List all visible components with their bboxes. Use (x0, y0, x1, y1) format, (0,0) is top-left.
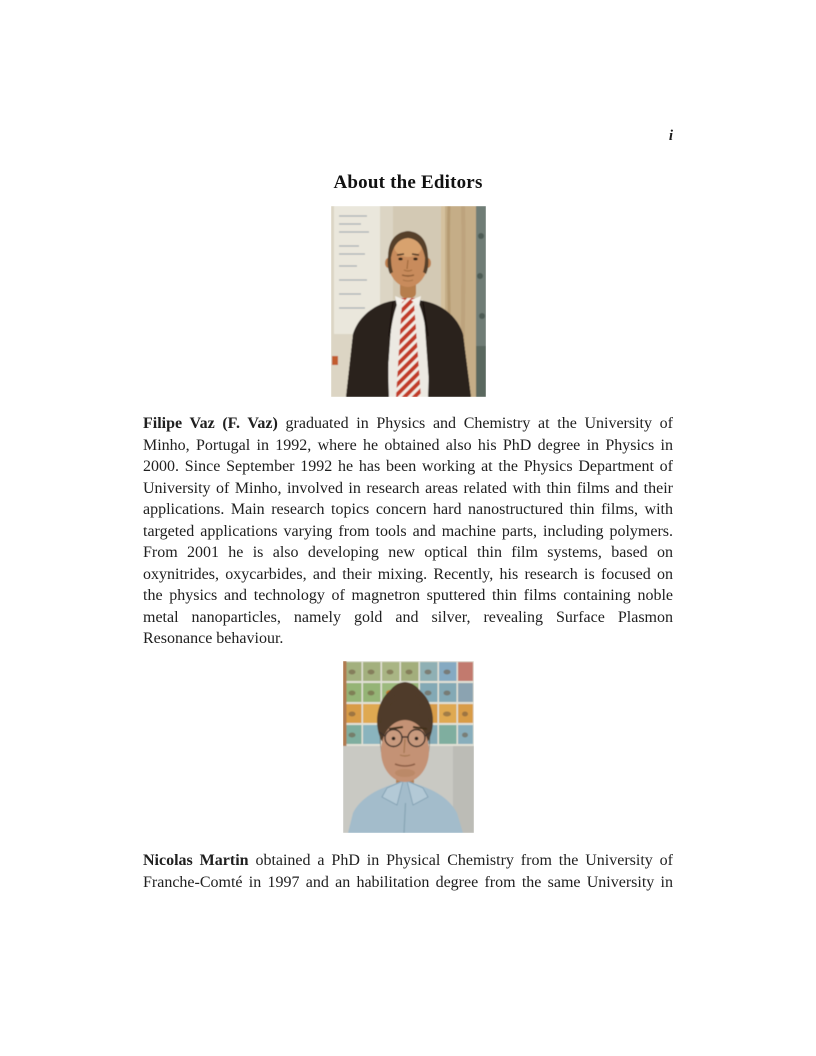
editor-name-filipe-vaz: Filipe Vaz (F. Vaz) (143, 415, 278, 432)
editor-bio-filipe-vaz (143, 413, 673, 650)
portrait-nicolas-martin-photo (343, 661, 474, 833)
portrait-filipe-vaz-photo (331, 206, 486, 397)
editor-bio-text: graduated in Physics and Chemistry at the University of Minho, Portugal in 1992, where he obtained also his PhD degree in Physics in 2000. Since September 1992 he has been working at the Physics Department of University of Minho, involved in research areas related with thin films and their applications. Main research topics concern hard nanostructured thin films, with targeted applications varying from tools and machine parts, including polymers. From 2001 he is also developing new optical thin film systems, based on oxynitrides, oxycarbides, and their mixing. Recently, his research is focused on the physics and technology of magnetron sputtered thin films containing noble metal nanoparticles, namely gold and silver, revealing Surface Plasmon Resonance behaviour. (143, 415, 673, 647)
page-number: i (668, 128, 673, 144)
page-title: About the Editors (333, 171, 483, 193)
editor-bio-nicolas-martin (143, 850, 673, 893)
editor-name-nicolas-martin: Nicolas Martin (143, 852, 249, 869)
editor-bio-text: obtained a PhD in Physical Chemistry from the University of Franche-Comté in 1997 and an habilitation degree from the same University in (143, 852, 673, 891)
